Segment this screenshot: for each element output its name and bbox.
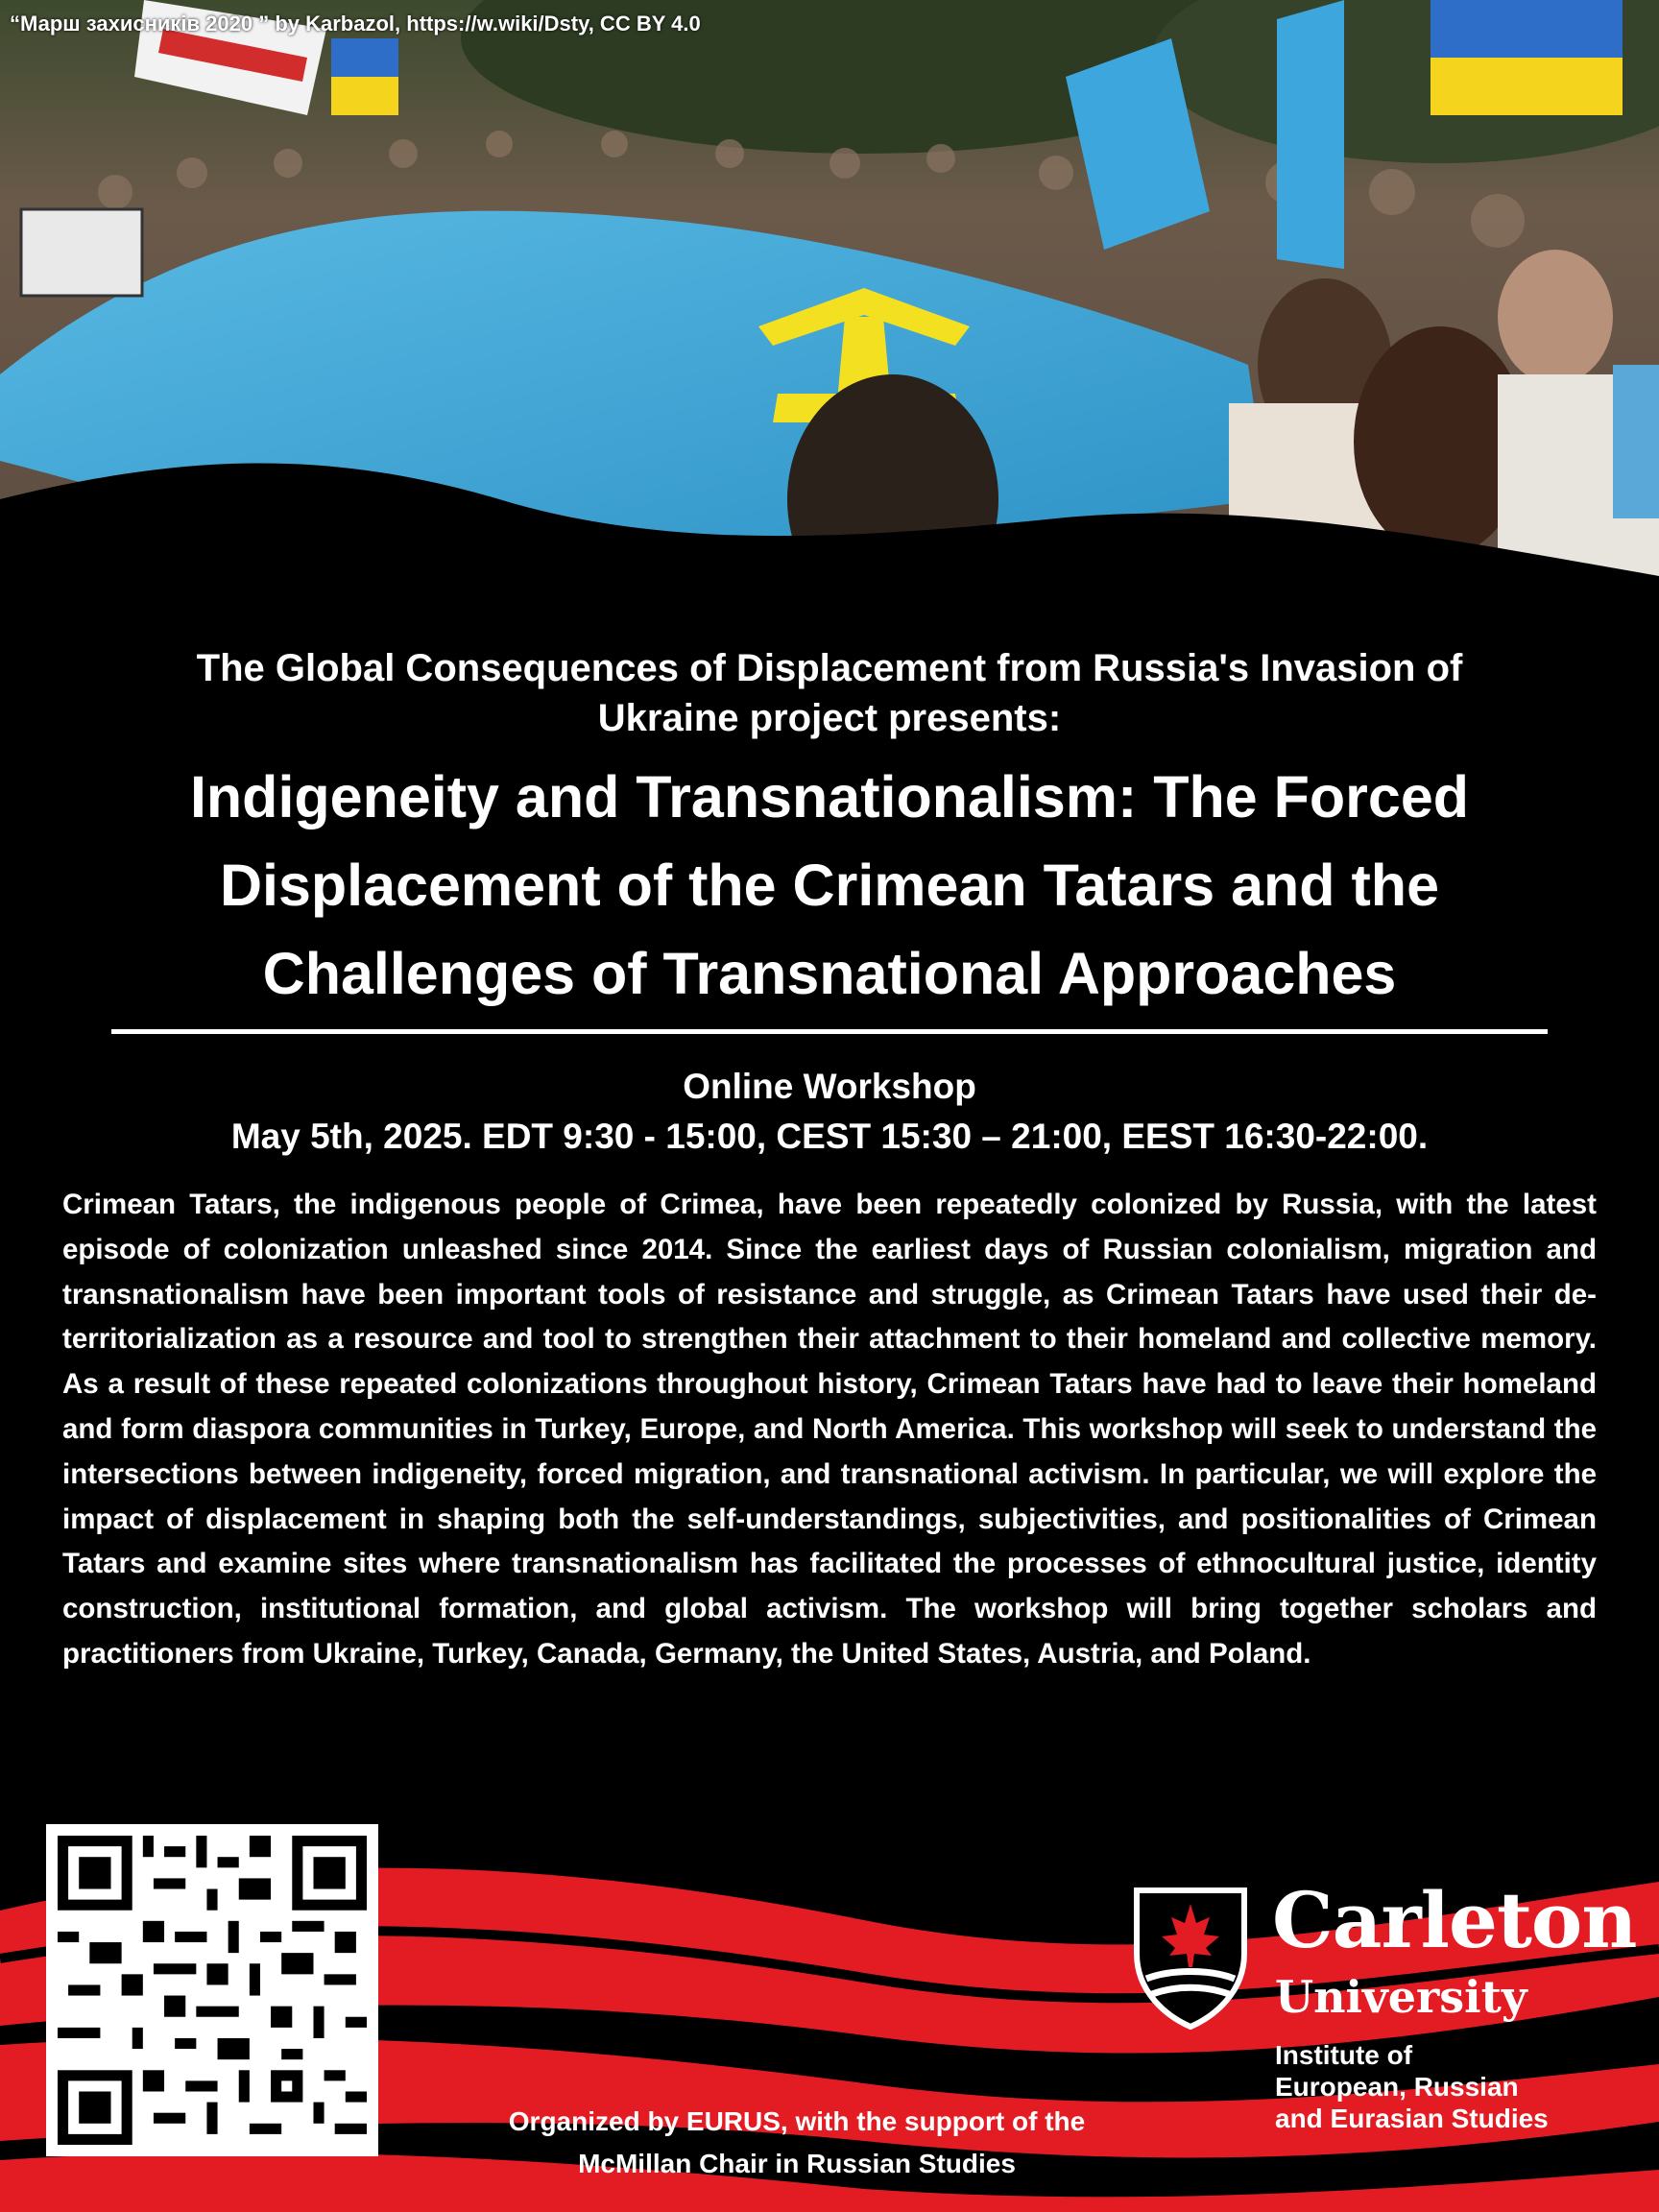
institute-line-3: and Eurasian Studies bbox=[1275, 2104, 1549, 2133]
header-photo bbox=[0, 0, 1659, 595]
title-line-2: Displacement of the Crimean Tatars and the bbox=[219, 853, 1439, 918]
project-presents bbox=[0, 643, 1659, 743]
institute-line-1: Institute of bbox=[1275, 2040, 1413, 2070]
event-info bbox=[0, 1062, 1659, 1162]
presents-line-1: The Global Consequences of Displacement from Russia's Invasion of bbox=[196, 647, 1463, 689]
institute-name bbox=[1275, 2039, 1640, 2134]
title-line-3: Challenges of Transnational Approaches bbox=[262, 941, 1397, 1006]
institute-line-2: European, Russian bbox=[1275, 2072, 1519, 2102]
qr-code-icon bbox=[58, 1836, 367, 2145]
logo-name: Carleton bbox=[1272, 1875, 1637, 1965]
event-title bbox=[0, 753, 1659, 1018]
organizer-line-1: Organized by EURUS, with the support of the bbox=[508, 2106, 1086, 2136]
photo-credit: “Марш захисників 2020 ” by Karbazol, https://w.wiki/Dsty, CC BY 4.0 bbox=[10, 12, 701, 36]
event-type: Online Workshop bbox=[683, 1067, 976, 1106]
carleton-shield-icon bbox=[1133, 1887, 1248, 2031]
event-datetime: May 5th, 2025. EDT 9:30 - 15:00, CEST 15:30 – 21:00, EEST 16:30-22:00. bbox=[230, 1117, 1429, 1156]
title-line-1: Indigeneity and Transnationalism: The Forced bbox=[189, 764, 1470, 830]
organizer-line-2: McMillan Chair in Russian Studies bbox=[578, 2149, 1016, 2178]
divider bbox=[111, 1029, 1548, 1034]
event-description: Crimean Tatars, the indigenous people of Crimea, have been repeatedly colonized by Russia, with the latest episode of colonization unleashed since 2014. Since the earliest days of Russian colonialism, migration and transnationalism have been important tools of resistance and struggle, as Crimean Tatars have used their de-territorialization as a resource and tool to strengthen their attachment to their homeland and collective memory. As a result of these repeated colonizations throughout history, Crimean Tatars have had to leave their homeland and form diaspora communities in Turkey, Europe, and North America. This workshop will seek to understand the intersections between indigeneity, forced migration, and transnational activism. In particular, we will explore the impact of displacement in shaping both the self-understandings, subjectivities, and positionalities of Crimean Tatars and examine sites where transnationalism has facilitated the processes of ethnocultural justice, identity construction, institutional formation, and global activism. The workshop will bring together scholars and practitioners from Ukraine, Turkey, Canada, Germany, the United States, Austria, and Poland. bbox=[62, 1189, 1597, 1670]
presents-line-2: Ukraine project presents: bbox=[597, 697, 1062, 739]
logo-sub: University bbox=[1275, 1971, 1527, 2023]
qr-code[interactable] bbox=[46, 1824, 378, 2156]
organizer-note bbox=[451, 2101, 1142, 2185]
carleton-logo bbox=[1133, 1875, 1642, 2050]
